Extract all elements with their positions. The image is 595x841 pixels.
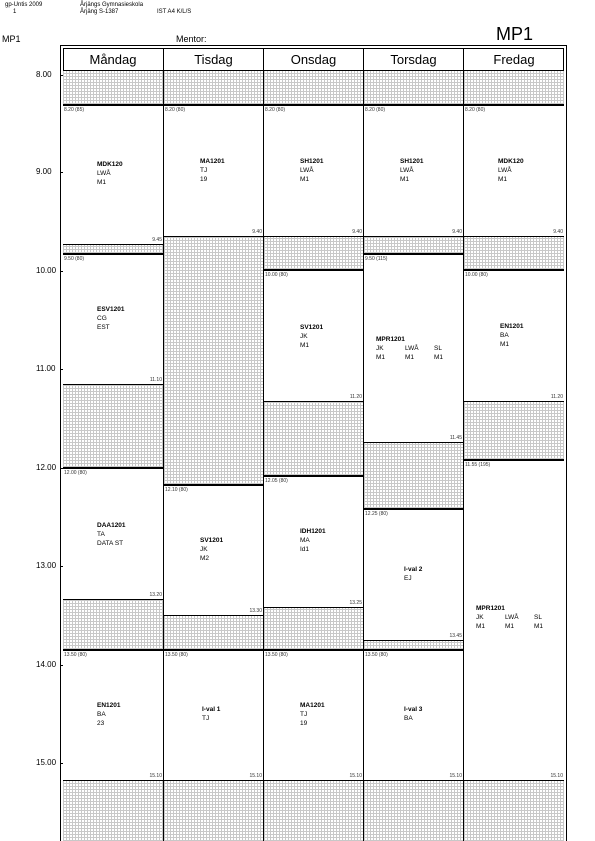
lesson-end: 15.10	[449, 773, 462, 779]
time-label: 13.00	[36, 561, 57, 570]
lesson-subject: DAA1201	[97, 522, 126, 529]
lesson-room: M1	[300, 342, 310, 349]
free-block	[264, 608, 363, 650]
free-block	[264, 237, 363, 270]
class-label-left: MP1	[2, 34, 21, 44]
lesson-teacher: JK	[200, 546, 208, 553]
lesson-block[interactable]	[264, 476, 363, 608]
lesson-teacher: SL	[534, 614, 542, 621]
lesson-block[interactable]	[264, 270, 363, 402]
free-block	[164, 781, 263, 841]
day-header-wed: Onsdag	[264, 48, 364, 71]
lesson-room: M1	[300, 176, 310, 183]
lesson-room: M1	[500, 341, 510, 348]
free-block	[164, 237, 263, 485]
lesson-teacher: TJ	[202, 715, 210, 722]
free-block	[464, 237, 564, 270]
lesson-block[interactable]	[164, 105, 263, 237]
lesson-block[interactable]	[364, 254, 463, 443]
lesson-block[interactable]	[264, 650, 363, 781]
lesson-end: 13.45	[449, 633, 462, 639]
lesson-room: M1	[534, 623, 544, 630]
lesson-subject: SV1201	[300, 324, 324, 331]
free-block	[63, 385, 163, 468]
lesson-start: 8.20 (80)	[265, 107, 286, 113]
lesson-start: 11.55 (195)	[465, 462, 491, 468]
class-label-right: MP1	[496, 24, 534, 44]
day-column-thu	[364, 71, 464, 841]
free-block	[364, 781, 463, 841]
lesson-room: M1	[434, 354, 444, 361]
mentor-label: Mentor:	[176, 34, 207, 44]
free-block	[364, 71, 463, 105]
lesson-room: M2	[200, 555, 210, 562]
day-header-mon: Måndag	[63, 48, 164, 71]
lesson-subject: SV1201	[200, 537, 224, 544]
lesson-subject: MPR1201	[376, 336, 405, 343]
day-column-tue	[164, 71, 264, 841]
lesson-room: M1	[400, 176, 410, 183]
lesson-block[interactable]	[164, 650, 263, 781]
lesson-block[interactable]	[63, 468, 163, 600]
lesson-block[interactable]	[63, 650, 163, 781]
time-label: 9.00	[36, 167, 52, 176]
page-number: 1	[13, 9, 17, 15]
lesson-end: 15.10	[550, 773, 563, 779]
lesson-block[interactable]	[164, 485, 263, 616]
lesson-end: 9.40	[452, 229, 462, 235]
lesson-teacher: JK	[300, 333, 308, 340]
lesson-room: M1	[476, 623, 486, 630]
lesson-room: 23	[97, 720, 105, 727]
day-header-tue: Tisdag	[164, 48, 264, 71]
lesson-teacher: LWÅ	[498, 167, 512, 174]
day-column-wed	[264, 71, 364, 841]
lesson-start: 10.00 (80)	[465, 272, 488, 278]
lesson-block[interactable]	[264, 105, 363, 237]
lesson-subject: MPR1201	[476, 605, 505, 612]
lesson-teacher: MA	[300, 537, 310, 544]
free-block	[264, 402, 363, 476]
lesson-start: 13.50 (80)	[64, 652, 87, 658]
time-label: 10.00	[36, 266, 57, 275]
lesson-subject: I-val 1	[202, 706, 221, 713]
time-label: 8.00	[36, 70, 52, 79]
lesson-subject: MA1201	[300, 702, 325, 709]
lesson-start: 8.20 (85)	[64, 107, 85, 113]
lesson-subject: SH1201	[400, 158, 424, 165]
lesson-teacher: TJ	[300, 711, 308, 718]
lesson-teacher: BA	[404, 715, 413, 722]
day-header-thu: Torsdag	[364, 48, 464, 71]
lesson-end: 15.10	[149, 773, 162, 779]
lesson-block[interactable]	[63, 254, 163, 385]
day-column-fri	[464, 71, 564, 841]
lesson-teacher: BA	[500, 332, 509, 339]
lesson-end: 11.10	[149, 377, 162, 383]
lesson-end: 9.40	[553, 229, 563, 235]
free-block	[63, 600, 163, 650]
lesson-start: 10.00 (80)	[265, 272, 288, 278]
lesson-room: M1	[405, 354, 415, 361]
lesson-subject: ESV1201	[97, 306, 125, 313]
time-label: 12.00	[36, 463, 57, 472]
lesson-subject: IDH1201	[300, 528, 326, 535]
lesson-subject: MDK120	[97, 161, 123, 168]
free-block	[464, 71, 564, 105]
lesson-block[interactable]	[63, 105, 163, 245]
lesson-subject: EN1201	[500, 323, 524, 330]
lesson-teacher: TA	[97, 531, 105, 538]
lesson-start: 9.50 (80)	[64, 256, 85, 262]
lesson-end: 9.40	[352, 229, 362, 235]
lesson-block[interactable]	[464, 270, 564, 402]
lesson-start: 12.25 (80)	[365, 511, 388, 517]
lesson-block[interactable]	[464, 105, 564, 237]
lesson-teacher: SL	[434, 345, 442, 352]
free-block	[63, 71, 163, 105]
app-name: gp-Untis 2009	[5, 2, 43, 8]
lesson-start: 8.20 (80)	[165, 107, 186, 113]
day-header-fri: Fredag	[464, 48, 564, 71]
lesson-start: 8.20 (80)	[465, 107, 486, 113]
lesson-start: 9.50 (115)	[365, 256, 388, 262]
lesson-teacher: BA	[97, 711, 106, 718]
lesson-teacher: LWÅ	[300, 167, 314, 174]
free-block	[364, 443, 463, 509]
lesson-end: 13.20	[149, 592, 162, 598]
lesson-end: 11.45	[449, 435, 462, 441]
lesson-teacher: JK	[376, 345, 384, 352]
school-name: Årjängs Gymnasieskola	[80, 2, 144, 8]
lesson-start: 12.00 (80)	[64, 470, 87, 476]
lesson-room: M1	[498, 176, 508, 183]
day-column-mon	[63, 71, 164, 841]
lesson-room: M1	[97, 179, 107, 186]
lesson-room: 19	[200, 176, 208, 183]
free-block	[63, 245, 163, 254]
time-label: 11.00	[36, 364, 56, 373]
lesson-start: 8.20 (80)	[365, 107, 386, 113]
lesson-block[interactable]	[364, 105, 463, 237]
lesson-room: M1	[505, 623, 515, 630]
lesson-teacher: LWÅ	[97, 170, 111, 177]
lesson-teacher: JK	[476, 614, 484, 621]
free-block	[464, 402, 564, 460]
free-block	[63, 781, 163, 841]
lesson-room: EST	[97, 324, 110, 331]
free-block	[264, 71, 363, 105]
lesson-block[interactable]	[464, 460, 564, 781]
lesson-end: 11.20	[550, 394, 563, 400]
time-label: 14.00	[36, 660, 57, 669]
lesson-start: 13.50 (80)	[365, 652, 388, 658]
lesson-end: 9.40	[252, 229, 262, 235]
lesson-block[interactable]	[364, 650, 463, 781]
free-block	[164, 616, 263, 650]
lesson-room: Id1	[300, 546, 310, 553]
free-block	[464, 781, 564, 841]
format-label: IST A4 K/L/S	[157, 9, 192, 15]
lesson-start: 13.50 (80)	[165, 652, 188, 658]
free-block	[364, 237, 463, 254]
lesson-room: 19	[300, 720, 308, 727]
lesson-teacher: TJ	[200, 167, 208, 174]
lesson-end: 13.25	[349, 600, 362, 606]
lesson-end: 15.10	[249, 773, 262, 779]
free-block	[364, 641, 463, 650]
free-block	[264, 781, 363, 841]
lesson-end: 15.10	[349, 773, 362, 779]
lesson-teacher: LWÅ	[405, 345, 419, 352]
lesson-subject: I-val 3	[404, 706, 423, 713]
lesson-subject: EN1201	[97, 702, 121, 709]
lesson-teacher: EJ	[404, 575, 412, 582]
free-block	[164, 71, 263, 105]
lesson-subject: MA1201	[200, 158, 225, 165]
school-code: Årjäng S-1387	[80, 9, 119, 15]
lesson-start: 12.05 (80)	[265, 478, 288, 484]
lesson-end: 9.45	[152, 237, 162, 243]
lesson-end: 13.30	[249, 608, 262, 614]
lesson-teacher: CG	[97, 315, 107, 322]
lesson-teacher: LWÅ	[505, 614, 519, 621]
lesson-teacher: LWÅ	[400, 167, 414, 174]
lesson-block[interactable]	[364, 509, 463, 641]
lesson-subject: MDK120	[498, 158, 524, 165]
lesson-start: 13.50 (80)	[265, 652, 288, 658]
lesson-room: M1	[376, 354, 386, 361]
lesson-end: 11.20	[349, 394, 362, 400]
time-label: 15.00	[36, 758, 57, 767]
lesson-subject: SH1201	[300, 158, 324, 165]
lesson-start: 12.10 (80)	[165, 487, 188, 493]
lesson-subject: I-val 2	[404, 566, 423, 573]
lesson-room: DATA ST	[97, 540, 124, 547]
